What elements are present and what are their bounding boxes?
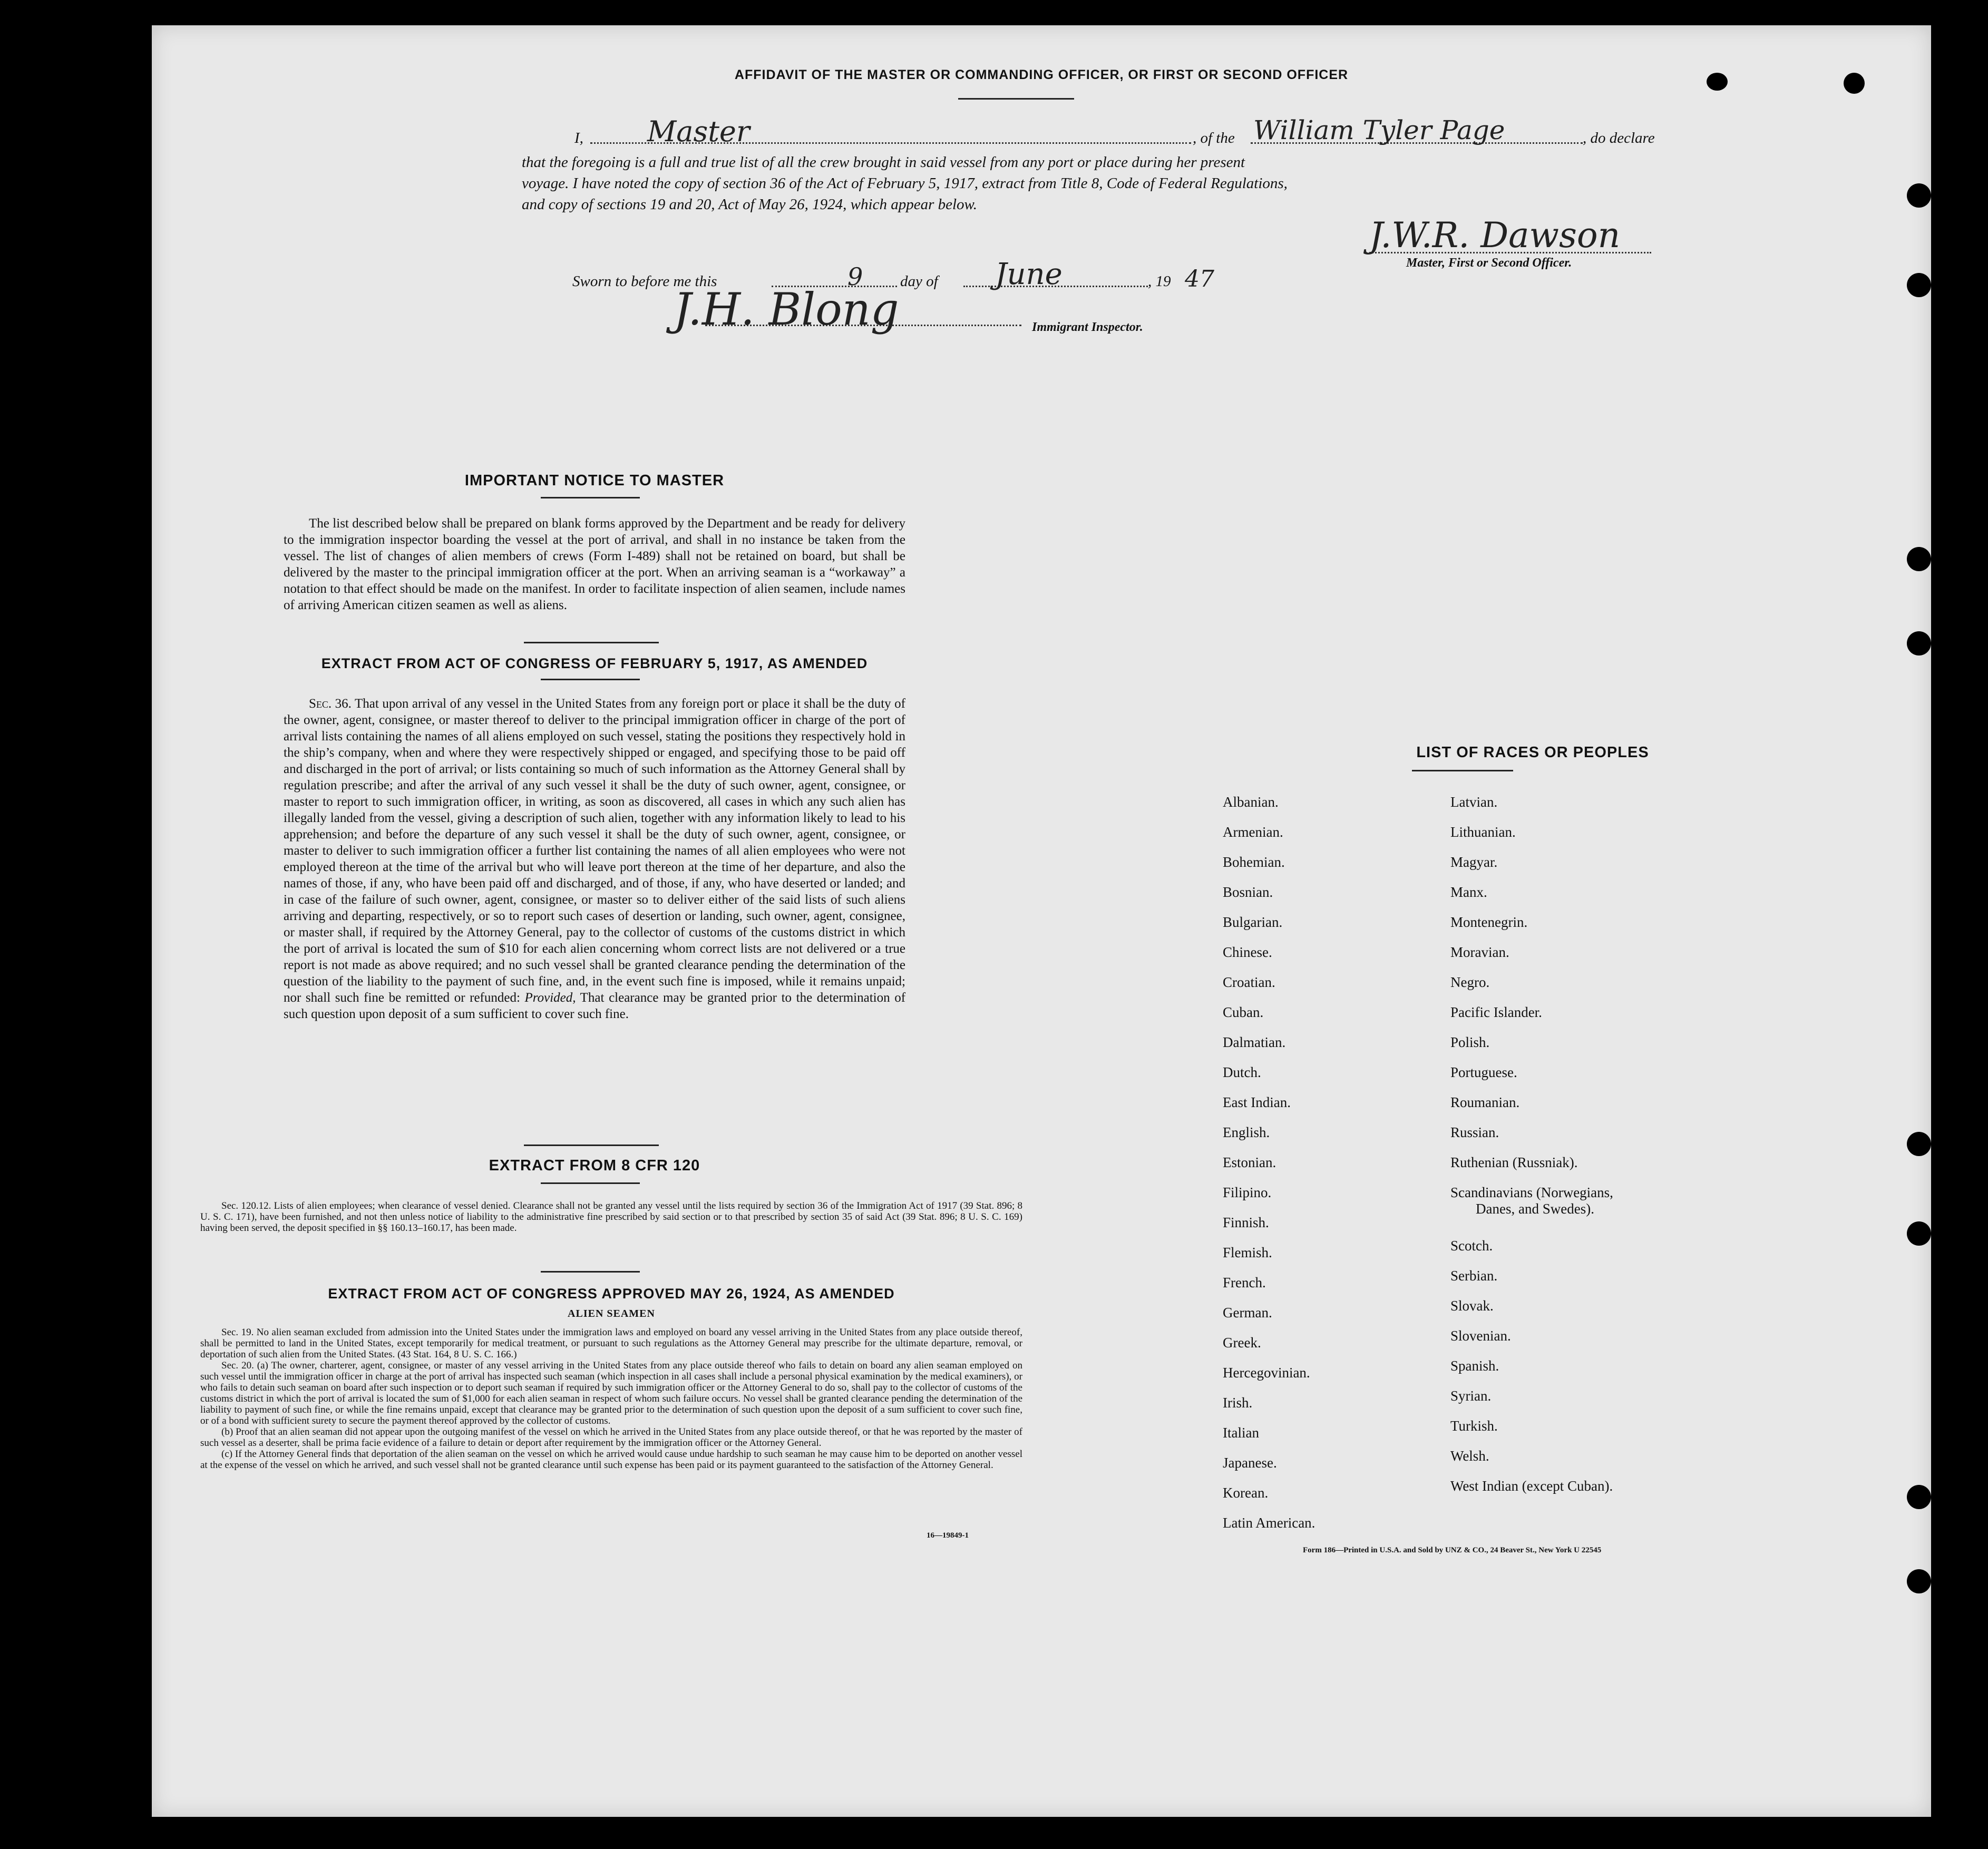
race-item: Chinese. bbox=[1223, 944, 1272, 960]
sec-19-text: Sec. 19. No alien seaman excluded from admission into the United States under the immigration laws and employed on board any vessel arriving in the United States from any place outside thereof, shall be permitted to land in the United States, except temporarily for medical treatment, or pursuant to such regulations as the Attorney General may prescribe for the ultimate departure, removal, or deportation of such alien from the United States. (43 Stat. 164, 8 U. S. C. 166.) bbox=[200, 1327, 1022, 1360]
binder-hole bbox=[1907, 1485, 1931, 1509]
sec-36-label: Sec. 36. bbox=[309, 697, 352, 711]
race-item: Serbian. bbox=[1450, 1268, 1498, 1284]
races-title: LIST OF RACES OR PEOPLES bbox=[1416, 744, 1649, 761]
extract-1917-title: EXTRACT FROM ACT OF CONGRESS OF FEBRUARY 5, 1917, AS AMENDED bbox=[321, 656, 868, 671]
race-item: Portuguese. bbox=[1450, 1064, 1517, 1080]
race-item: Estonian. bbox=[1223, 1155, 1276, 1170]
race-item: Roumanian. bbox=[1450, 1094, 1520, 1110]
sec-20b-text: (b) Proof that an alien seaman did not appear upon the outgoing manifest of the vessel on which he arrived in the United States from any place outside thereof, or that he was reported by the master of such vessel as a deserter, shall be prima facie evidence of a failure to detain or deport after requirement by the immigration officer or the Attorney General. bbox=[200, 1426, 1022, 1449]
master-signature: J.W.R. Dawson bbox=[1369, 215, 1621, 256]
race-item: Latin American. bbox=[1223, 1515, 1315, 1531]
race-item: Ruthenian (Russniak). bbox=[1450, 1155, 1578, 1170]
binder-hole bbox=[1907, 631, 1931, 656]
year-prefix-label: , 19 bbox=[1148, 273, 1171, 290]
i-label: I, bbox=[574, 130, 583, 146]
document-page bbox=[152, 25, 1931, 1817]
race-item: Croatian. bbox=[1223, 974, 1275, 990]
sworn-label: Sworn to before me this bbox=[572, 273, 717, 290]
extract-1924-body bbox=[200, 1327, 1022, 1471]
day-handwritten: 9 bbox=[847, 262, 863, 291]
binder-hole bbox=[1907, 183, 1931, 208]
race-item: Bosnian. bbox=[1223, 884, 1273, 900]
race-item: Dalmatian. bbox=[1223, 1034, 1286, 1050]
race-item: Syrian. bbox=[1450, 1388, 1492, 1404]
extract-1924-title: EXTRACT FROM ACT OF CONGRESS APPROVED MAY 26, 1924, AS AMENDED bbox=[328, 1286, 895, 1302]
sec-36-text: That upon arrival of any vessel in the United States from any foreign port or place it shall be the duty of the owner, agent, consignee, or master thereof to deliver to the principal immigration officer in charge of the port of arrival lists containing the names of all aliens employed on such vessel, stating the positions they respectively hold in the ship’s company, when and where they were respectively shipped or engaged, and specifying those to be paid off and discharged in the port of arrival; or lists containing so much of such information as the Attorney General shall by regulation prescribe; and after the arrival of any such vessel it shall be the duty of such owner, agent, consignee, or master to report to such immigration officer, in writing, as soon as discovered, all cases in which any such alien has illegally landed from the vessel, giving a description of such alien, together with any information likely to lead to his apprehension; and before the departure of any such vessel it shall be the duty of such owner, agent, consignee, or master to deliver to such immigration officer a further list containing the names of all alien employees who were not employed thereon at the time of the arrival but who will leave port thereon at the time of her departure, and also the names of those, if any, who have been paid off and discharged, and of those, if any, who have deserted or landed; and in case of the failure of such owner, agent, consignee, or master so to deliver either of the said lists of such aliens arriving and departing, respectively, or so to report such cases of desertion or landing, such owner, agent, consignee, or master shall, if required by the Attorney General, pay to the collector of customs of the customs district in which the port of arrival is located the sum of $10 for each alien concerning whom correct lists are not delivered or a true report is not made as above required; and no such vessel shall be granted clearance pending the determination of the question of the liability to the payment of such fine, and, in the event such fine is imposed, while it remains unpaid; nor shall such fine be remitted or refunded: bbox=[284, 697, 906, 1005]
race-item: Latvian. bbox=[1450, 794, 1498, 810]
binder-hole bbox=[1907, 1132, 1931, 1156]
race-item: Pacific Islander. bbox=[1450, 1004, 1542, 1020]
race-item: Dutch. bbox=[1223, 1064, 1261, 1080]
race-item: Slovenian. bbox=[1450, 1328, 1511, 1344]
extract-cfr-text: Sec. 120.12. Lists of alien employees; when clearance of vessel denied. Clearance shall not be granted any vessel until the lists required by section 36 of the Immigration Act of 1917 (39 Stat. 896; 8 U. S. C. 171), have been furnished, and not then unless notice of liability to the administrative fine prescribed by said section or to that prescribed by section 35 of said Act (39 Stat. 896; 8 U. S. C. 169) having been served, the deposit specified in §§ 160.13–160.17, has been made. bbox=[200, 1200, 1022, 1234]
race-item: Russian. bbox=[1450, 1124, 1499, 1140]
race-item: Korean. bbox=[1223, 1485, 1269, 1501]
race-item: Turkish. bbox=[1450, 1418, 1498, 1434]
race-item: Bohemian. bbox=[1223, 854, 1285, 870]
races-left-column bbox=[1223, 787, 1315, 1538]
binder-hole bbox=[1907, 1221, 1931, 1246]
divider bbox=[958, 98, 1074, 100]
master-name-handwritten: Master bbox=[647, 115, 750, 148]
divider bbox=[1412, 770, 1513, 771]
race-item: Hercegovinian. bbox=[1223, 1365, 1310, 1381]
vessel-name-handwritten: William Tyler Page bbox=[1253, 115, 1505, 145]
divider bbox=[524, 642, 659, 643]
do-declare-label: , do declare bbox=[1583, 130, 1655, 146]
race-item: Irish. bbox=[1223, 1395, 1253, 1411]
affidavit-line-3: voyage. I have noted the copy of section 36 of the Act of February 5, 1917, extract from Title 8, Code of Federal Regulations, bbox=[522, 175, 1288, 192]
affidavit-line-2: that the foregoing is a full and true list of all the crew brought in said vessel from any port or place during her present bbox=[522, 154, 1245, 171]
race-item: East Indian. bbox=[1223, 1094, 1291, 1110]
divider bbox=[541, 1271, 640, 1273]
race-item: Armenian. bbox=[1223, 824, 1283, 840]
extract-cfr-title: EXTRACT FROM 8 CFR 120 bbox=[489, 1157, 700, 1174]
month-handwritten: June bbox=[995, 257, 1063, 291]
race-item: French. bbox=[1223, 1275, 1266, 1290]
race-item: Moravian. bbox=[1450, 944, 1509, 960]
race-item: Flemish. bbox=[1223, 1245, 1272, 1260]
divider bbox=[524, 1144, 659, 1146]
race-item: Greek. bbox=[1223, 1335, 1261, 1351]
notice-text: The list described below shall be prepared on blank forms approved by the Department and be ready for delivery to the immigration inspector boarding the vessel at the port of arrival, and shall in no instance be taken from the vessel. The list of changes of alien members of crews (Form I-489) shall not be retained on board, but shall be delivered by the master to the principal immigration officer at the port. When an arriving seaman is a “workaway” a notation to that effect should be made on the manifest. In order to facilitate inspection of alien seamen, include names of arriving American citizen seamen as well as aliens. bbox=[284, 516, 905, 612]
extract-1924-subtitle: ALIEN SEAMEN bbox=[568, 1308, 655, 1319]
day-of-label: day of bbox=[900, 273, 938, 290]
sec-20c-text: (c) If the Attorney General finds that deportation of the alien seaman on the vessel on which he arrived would cause undue hardship to such seaman he may cause him to be deported on another vessel at the expense of the vessel on which he arrived, and such vessel shall not be granted clearance until such expense has been paid or its payment guaranteed to the satisfaction of the Attorney General. bbox=[200, 1449, 1022, 1471]
race-item: Negro. bbox=[1450, 974, 1490, 990]
race-item: Finnish. bbox=[1223, 1215, 1269, 1230]
divider bbox=[541, 497, 640, 498]
race-item: Slovak. bbox=[1450, 1298, 1494, 1314]
binder-hole bbox=[1907, 273, 1931, 297]
form-footer: Form 186—Printed in U.S.A. and Sold by UNZ & CO., 24 Beaver St., New York U 22545 bbox=[1303, 1546, 1602, 1554]
race-item: Manx. bbox=[1450, 884, 1487, 900]
notice-title: IMPORTANT NOTICE TO MASTER bbox=[464, 472, 725, 489]
master-signature-label: Master, First or Second Officer. bbox=[1406, 256, 1572, 270]
race-item: West Indian (except Cuban). bbox=[1450, 1478, 1613, 1494]
races-right-column bbox=[1450, 787, 1613, 1501]
race-item: Lithuanian. bbox=[1450, 824, 1516, 840]
race-item: German. bbox=[1223, 1305, 1272, 1320]
race-item: Polish. bbox=[1450, 1034, 1490, 1050]
divider bbox=[541, 679, 640, 680]
race-item: Filipino. bbox=[1223, 1185, 1272, 1200]
of-the-label: , of the bbox=[1193, 130, 1235, 146]
race-item: Magyar. bbox=[1450, 854, 1498, 870]
inspector-signature: J.H. Blong bbox=[674, 283, 899, 335]
sec-36-text-end: That clearance may be granted prior to the determination of such question upon deposit of a sum sufficient to cover such fine. bbox=[284, 991, 906, 1021]
sec-20a-text: Sec. 20. (a) The owner, charterer, agent, consignee, or master of any vessel arriving in the United States from any place outside thereof who fails to detain on board any alien seaman employed on such vessel until the immigration officer in charge at the port of arrival has inspected such seaman (which inspection in all cases shall include a personal physical examination by the medical examiners), or who fails to detain such seaman on board after such inspection or to deport such seaman if required by such immigration officer or the Attorney General to do so, shall pay to the collector of customs of the customs district in which the port of arrival is located the sum of $1,000 for each alien seaman in respect of whom such failure occurs. No vessel shall be granted clearance pending the determination of the liability to payment of such fine, or while the fine remains unpaid, except that clearance may be granted prior to the determination of such question upon the deposit of a sum sufficient to cover such fine, or of a bond with sufficient surety to secure the payment thereof approved by the collector of customs. bbox=[200, 1360, 1022, 1426]
race-item: Bulgarian. bbox=[1223, 914, 1283, 930]
race-item: Spanish. bbox=[1450, 1358, 1499, 1374]
race-item: Cuban. bbox=[1223, 1004, 1264, 1020]
affidavit-title: AFFIDAVIT OF THE MASTER OR COMMANDING OFFICER, OR FIRST OR SECOND OFFICER bbox=[734, 67, 1349, 82]
race-item: Danes, and Swedes). bbox=[1476, 1201, 1594, 1217]
race-item: Welsh. bbox=[1450, 1448, 1489, 1464]
provided-label: Provided, bbox=[524, 991, 576, 1005]
divider bbox=[541, 1182, 640, 1184]
year-handwritten: 47 bbox=[1185, 266, 1214, 292]
race-item: Scotch. bbox=[1450, 1238, 1493, 1254]
race-item: Japanese. bbox=[1223, 1455, 1277, 1471]
form-code: 16—19849-1 bbox=[927, 1531, 969, 1540]
extract-1917-text bbox=[284, 696, 905, 1022]
race-item: Albanian. bbox=[1223, 794, 1279, 810]
binder-hole bbox=[1907, 547, 1931, 571]
race-item-scandinavians bbox=[1450, 1178, 1613, 1231]
affidavit-line-4: and copy of sections 19 and 20, Act of May 26, 1924, which appear below. bbox=[522, 196, 977, 213]
race-item: English. bbox=[1223, 1124, 1270, 1140]
race-item: Montenegrin. bbox=[1450, 914, 1528, 930]
binder-hole bbox=[1907, 1569, 1931, 1593]
inspector-label: Immigrant Inspector. bbox=[1032, 320, 1143, 334]
race-item: Scandinavians (Norwegians, bbox=[1450, 1185, 1613, 1200]
race-item: Italian bbox=[1223, 1425, 1259, 1441]
